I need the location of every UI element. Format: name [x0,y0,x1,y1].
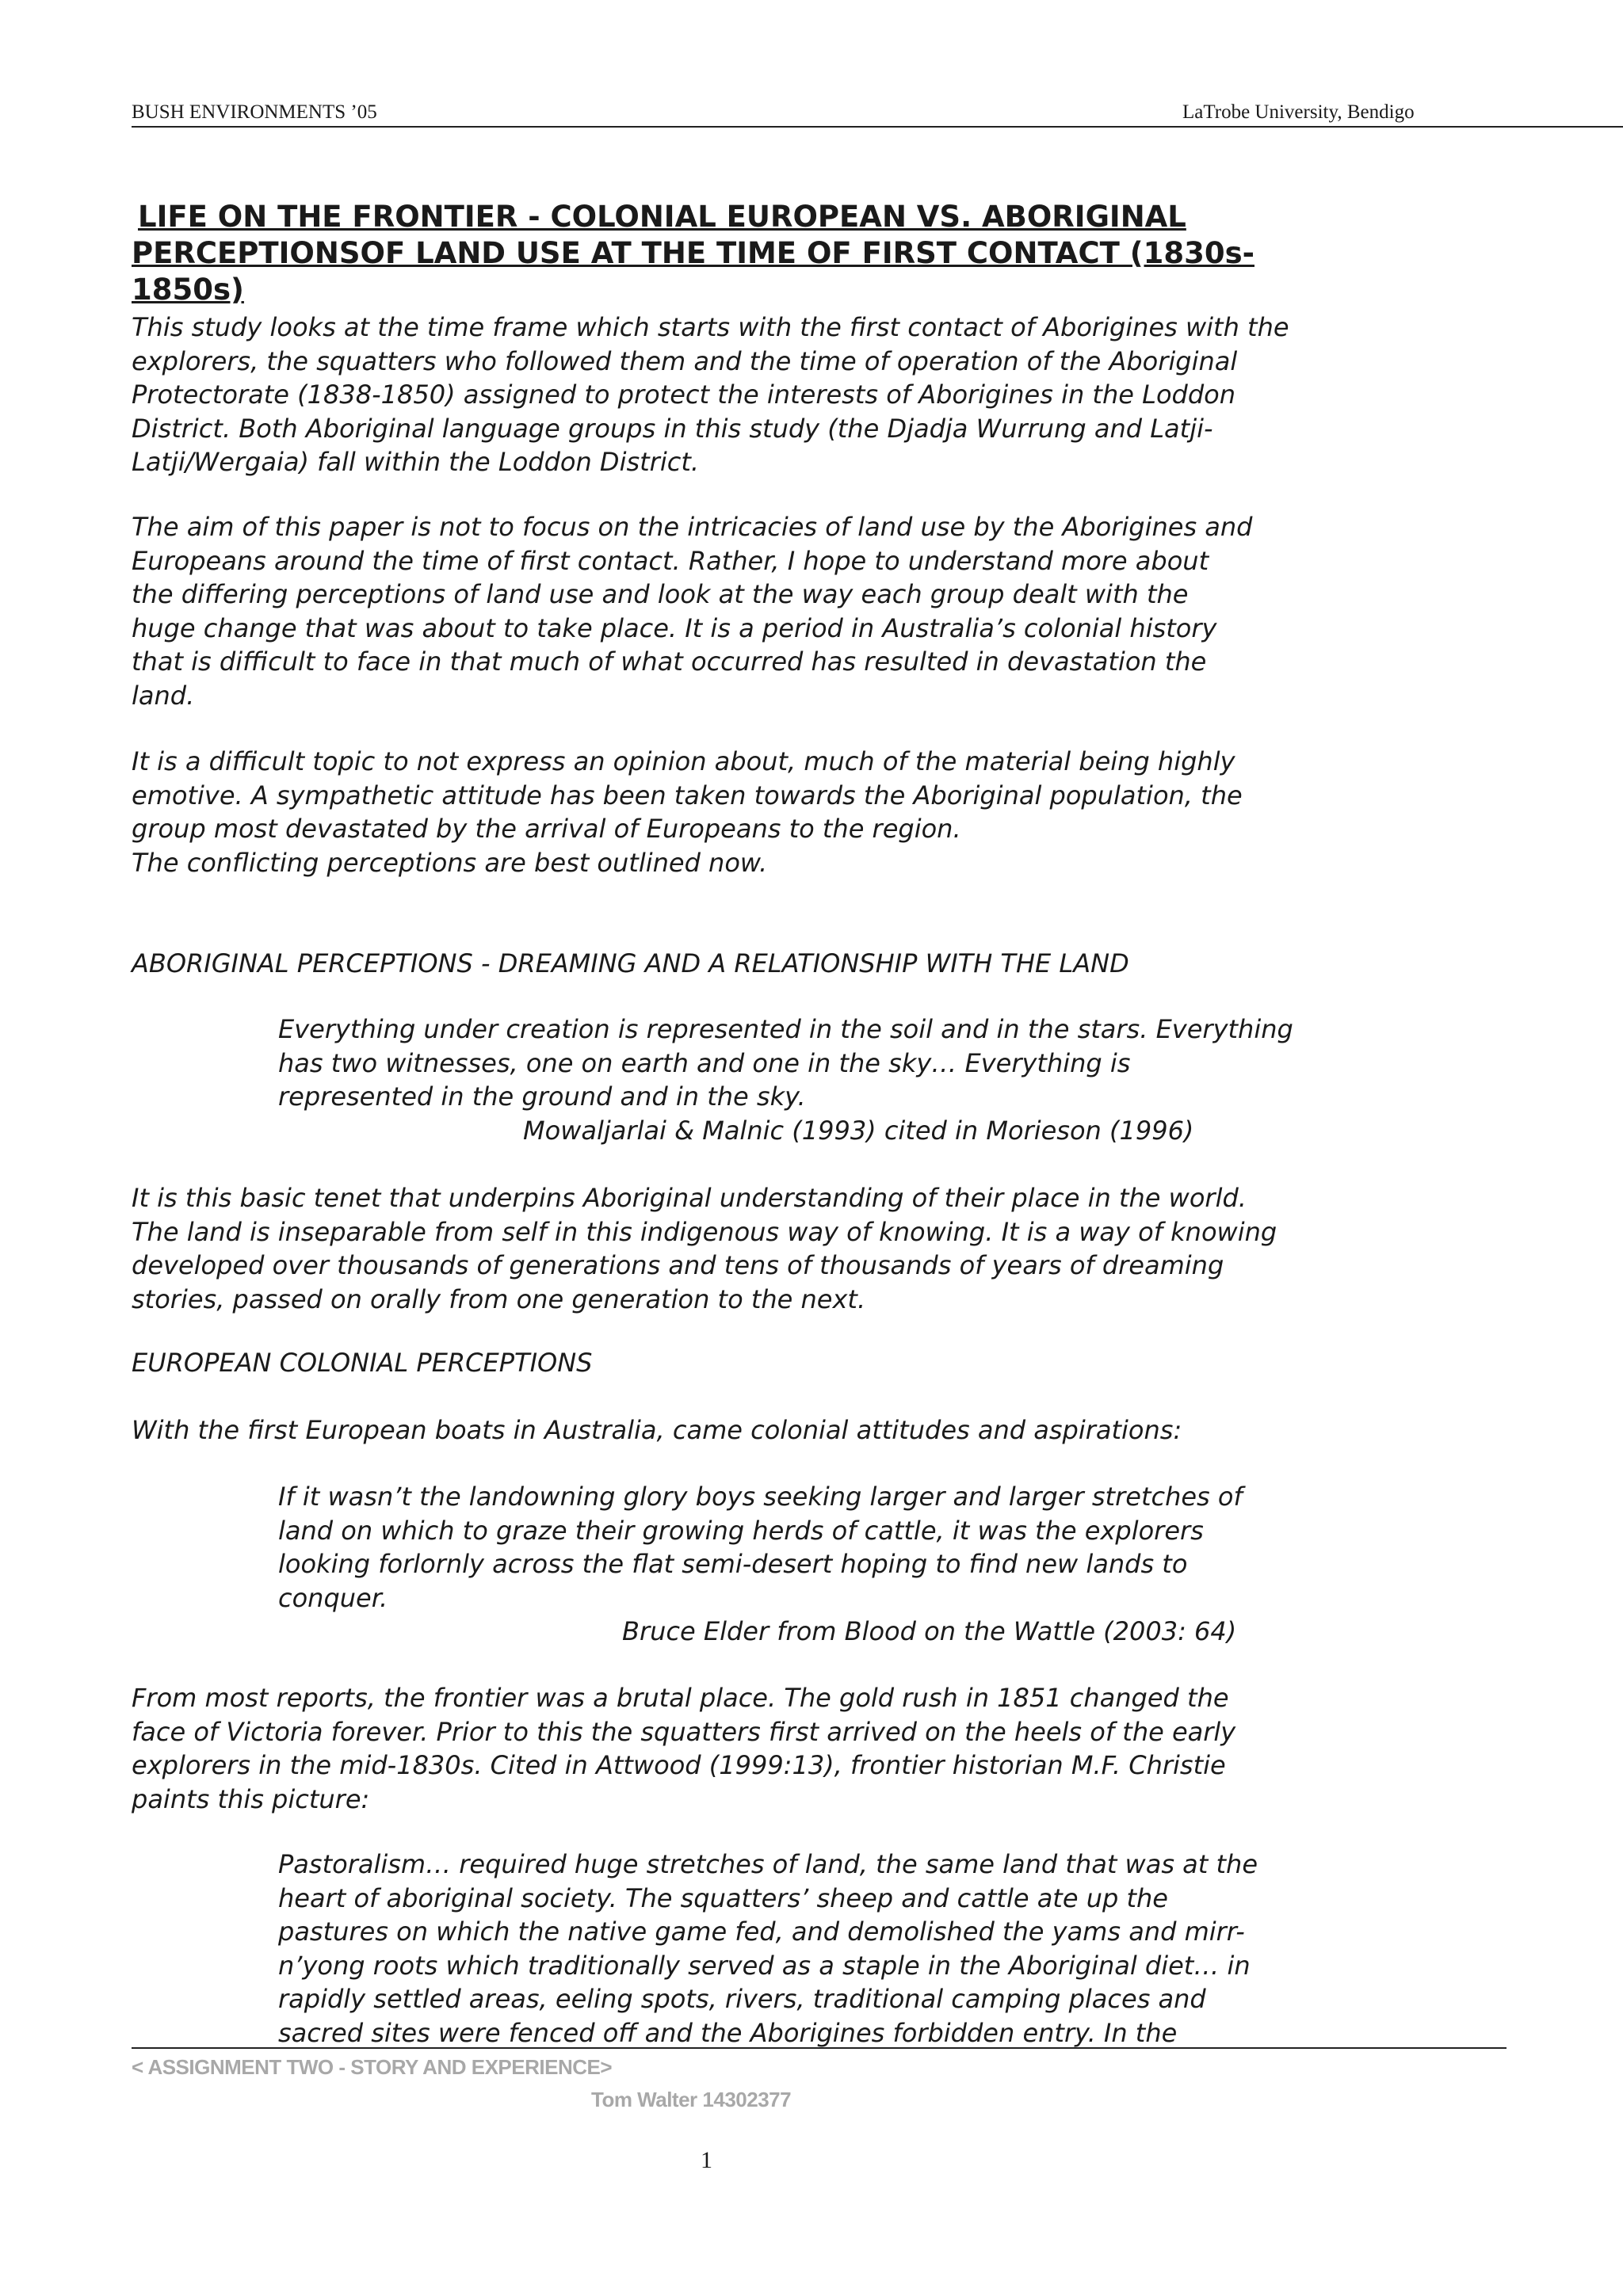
heading-aboriginal-perceptions: ABORIGINAL PERCEPTIONS - DREAMING AND A RELATIONSHIP WITH THE LAND [132,948,1129,978]
footer-rule [132,2047,1507,2049]
document-title [132,199,1320,308]
text-line: Protectorate (1838-1850) assigned to protect the interests of Aborigines in the Loddon [132,379,1235,410]
text-line: group most devastated by the arrival of Europeans to the region. [132,814,961,844]
text-line: From most reports, the frontier was a brutal place. The gold rush in 1851 changed the [132,1683,1229,1713]
quote-citation: Mowaljarlai & Malnic (1993) cited in Morieson (1996) [523,1116,1194,1146]
paragraph-intro [132,311,1320,479]
page-header [132,97,1623,128]
quote-line: heart of aboriginal society. The squatters’ sheep and cattle ate up the [278,1882,1168,1913]
quote-line: looking forlornly across the flat semi-desert hoping to find new lands to [278,1549,1188,1579]
blockquote-dreaming [278,1013,1324,1114]
quote-line: has two witnesses, one on earth and one in the sky… Everything is [278,1047,1131,1078]
quote-line: rapidly settled areas, eeling spots, rivers, traditional camping places and [278,1984,1206,2014]
quote-citation: Bruce Elder from Blood on the Wattle (2003: 64) [622,1616,1237,1646]
text-line: the differing perceptions of land use and look at the way each group dealt with the [132,579,1189,609]
title-line-2: PERCEPTIONSOF LAND USE AT THE TIME OF FIRST CONTACT (1830s-1850s) [132,236,1254,307]
quote-line: Pastoralism… required huge stretches of land, the same land that was at the [278,1849,1258,1879]
footer-assignment: < ASSIGNMENT TWO - STORY AND EXPERIENCE> [132,2055,613,2079]
text-line: that is difficult to face in that much of what occurred has resulted in devastation the [132,646,1207,677]
text-line: explorers, the squatters who followed them and the time of operation of the Aboriginal [132,345,1238,376]
quote-line: represented in the ground and in the sky. [278,1081,806,1112]
quote-line: Everything under creation is represented in the soil and in the stars. Everything [278,1014,1293,1044]
quote-line: sacred sites were fenced off and the Aborigines forbidden entry. In the [278,2017,1178,2048]
text-line: land. [132,680,195,711]
text-line: emotive. A sympathetic attitude has been taken towards the Aboriginal population, the [132,780,1243,810]
footer-author: Tom Walter 14302377 [591,2088,792,2111]
paragraph-difficult [132,745,1320,879]
paragraph-reports [132,1681,1320,1816]
page-number: 1 [701,2147,712,2173]
text-line: Europeans around the time of first contact. Rather, I hope to understand more about [132,545,1209,576]
text-line: The aim of this paper is not to focus on the intricacies of land use by the Aborigines and [132,512,1253,542]
text-line: It is this basic tenet that underpins Aboriginal understanding of their place in the world. [132,1183,1247,1213]
text-line: The conflicting perceptions are best outlined now. [132,847,768,878]
text-line: huge change that was about to take place. It is a period in Australia’s colonial history [132,612,1217,643]
quote-line: n’yong roots which traditionally served as a staple in the Aboriginal diet… in [278,1950,1251,1981]
text-line: With the first European boats in Australia, came colonial attitudes and aspirations: [132,1415,1182,1445]
text-line: explorers in the mid-1830s. Cited in Attwood (1999:13), frontier historian M.F. Christie [132,1750,1226,1780]
quote-line: If it wasn’t the landowning glory boys seeking larger and larger stretches of [278,1482,1243,1512]
paragraph-boats [132,1413,1320,1447]
text-line: District. Both Aboriginal language groups in this study (the Djadja Wurrung and Latji- [132,413,1213,444]
text-line: developed over thousands of generations and tens of thousands of years of dreaming [132,1250,1224,1280]
text-line: Latji/Wergaia) fall within the Loddon District. [132,447,700,477]
header-course: BUSH ENVIRONMENTS ’05 [132,101,377,123]
text-line: stories, passed on orally from one generation to the next. [132,1283,866,1314]
text-line: face of Victoria forever. Prior to this the squatters first arrived on the heels of the early [132,1716,1236,1747]
blockquote-pastoralism [278,1848,1324,2050]
text-line: paints this picture: [132,1783,370,1814]
blockquote-glory-boys [278,1480,1324,1615]
quote-line: pastures on which the native game fed, and demolished the yams and mirr- [278,1917,1245,1947]
header-rule [132,126,1623,128]
quote-line: land on which to graze their growing herds of cattle, it was the explorers [278,1515,1204,1546]
quote-line: conquer. [278,1582,388,1613]
paragraph-tenet [132,1181,1320,1316]
title-line-1: LIFE ON THE FRONTIER - COLONIAL EUROPEAN VS. ABORIGINAL [138,200,1186,234]
text-line: It is a difficult topic to not express an opinion about, much of the material being highly [132,746,1235,776]
header-university: LaTrobe University, Bendigo [1182,101,1415,123]
paragraph-aim [132,510,1320,712]
text-line: This study looks at the time frame which starts with the first contact of Aborigines with the [132,312,1289,342]
heading-european-perceptions: EUROPEAN COLONIAL PERCEPTIONS [132,1348,593,1378]
text-line: The land is inseparable from self in this indigenous way of knowing. It is a way of knowing [132,1216,1277,1247]
